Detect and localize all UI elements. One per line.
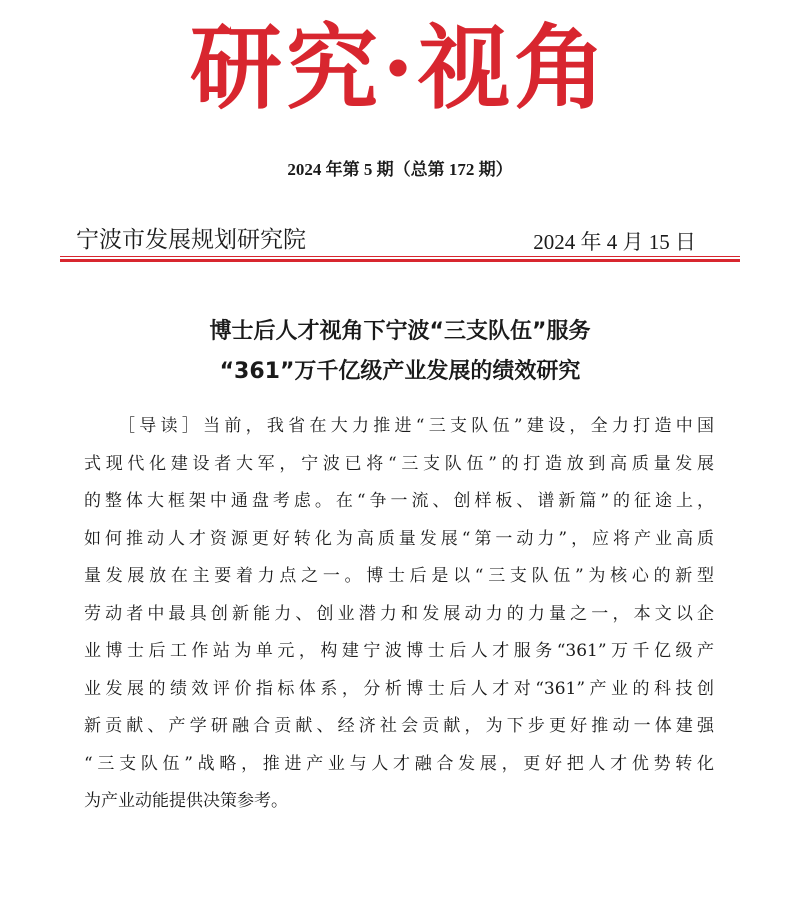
lead-line: ［导读］当前，我省在大力推进“三支队伍”建设，全力打造中国 bbox=[118, 416, 714, 436]
lead-line: 劳动者中最具创新能力、创业潜力和发展动力的力量之一，本文以企 bbox=[84, 603, 714, 624]
article-title bbox=[60, 312, 740, 392]
organization-name: 宁波市发展规划研究院 bbox=[76, 227, 306, 253]
publish-date: 2024 年 4 月 15 日 bbox=[533, 230, 696, 254]
header-rule-thick bbox=[60, 259, 740, 262]
article-title-line: 博士后人才视角下宁波“三支队伍”服务 bbox=[209, 319, 591, 344]
lead-paragraph bbox=[84, 408, 714, 821]
masthead-title: 研究·视角 bbox=[189, 14, 611, 122]
header-rule-thin bbox=[60, 256, 740, 257]
lead-line: 为产业动能提供决策参考。 bbox=[84, 791, 288, 811]
lead-line: “三支队伍”战略，推进产业与人才融合发展，更好把人才优势转化 bbox=[84, 753, 714, 774]
lead-line: 量发展放在主要着力点之一。博士后是以“三支队伍”为核心的新型 bbox=[84, 566, 714, 586]
article-title-line: “361”万千亿级产业发展的绩效研究 bbox=[219, 359, 581, 384]
lead-line: 式现代化建设者大军，宁波已将“三支队伍”的打造放到高质量发展 bbox=[84, 453, 714, 474]
lead-line: 如何推动人才资源更好转化为高质量发展“第一动力”，应将产业高质 bbox=[84, 528, 714, 549]
lead-line: 业博士后工作站为单元，构建宁波博士后人才服务“361”万千亿级产 bbox=[84, 641, 714, 661]
issue-number: 2024 年第 5 期（总第 172 期） bbox=[287, 160, 513, 179]
lead-line: 的整体大框架中通盘考虑。在“争一流、创样板、谱新篇”的征途上， bbox=[84, 491, 714, 511]
lead-line: 新贡献、产学研融合贡献、经济社会贡献，为下步更好推动一体建强 bbox=[84, 716, 714, 736]
lead-line: 业发展的绩效评价指标体系，分析博士后人才对“361”产业的科技创 bbox=[84, 678, 714, 699]
